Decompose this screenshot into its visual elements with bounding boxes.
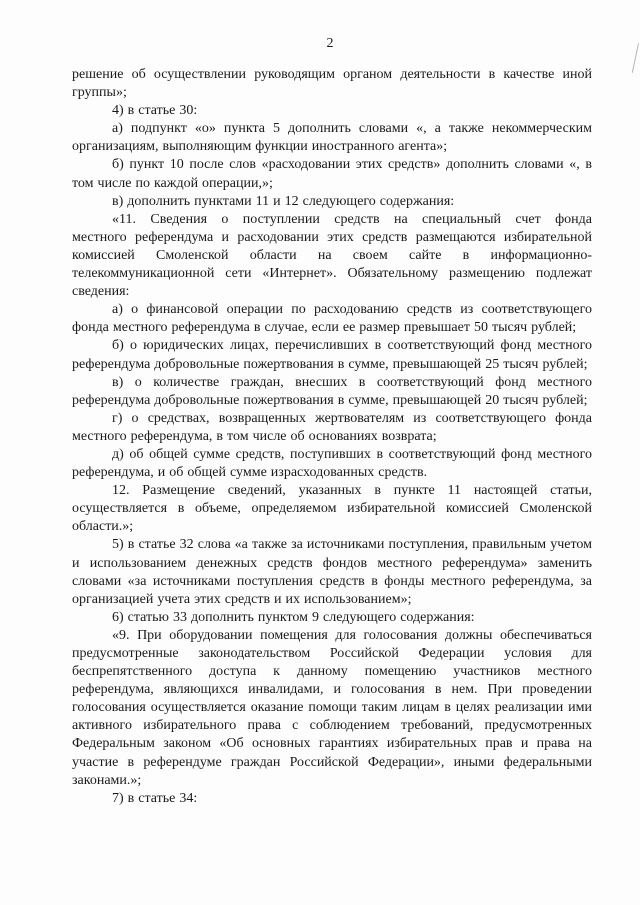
paragraph-item-4: 4) в статье 30:	[112, 103, 198, 119]
paragraph-item-6: 6) статью 33 дополнить пунктом 9 следующего содержания:	[112, 609, 475, 625]
paragraph-item-7: 7) в статье 34:	[112, 790, 198, 806]
paragraph-point-11-a: а) о финансовой операции по расходованию средств из соответствующего фонда местного референдума в случае, если ее размер превышает 50 тысяч рублей;	[72, 302, 592, 336]
paragraph-point-11-d: д) об общей сумме средств, поступивших в соответствующий фонд местного референдума, и об общей сумме израсходованных средств.	[72, 446, 592, 481]
paragraph-point-11-g: г) о средствах, возвращенных жертвователям из соответствующего фонда местного референдума, в том числе об основаниях возврата;	[72, 410, 592, 444]
paragraph-subitem-a: а) подпункт «о» пункта 5 дополнить словами «, а также некоммерческим организациям, выполняющим функции иностранного агента»;	[72, 121, 592, 155]
paragraph-subitem-b: б) пункт 10 после слов «расходовании этих средств» дополнить словами «, в том числе по каждой операции,»;	[72, 157, 592, 191]
paragraph-item-5: 5) в статье 32 слова «а также за источниками поступления, правильным учетом и использованием денежных средств фондов местного референдума» заменить словами «за источниками поступления средств в фонды местного референдума, за организацией учета этих средств и их использованием»;	[72, 537, 592, 607]
paragraph-continuation: решение об осуществлении руководящим органом деятельности в качестве иной группы»;	[72, 67, 592, 101]
paragraph-point-11-v: в) о количестве граждан, внесших в соответствующий фонд местного референдума добровольные пожертвования в сумме, превышающей 20 тысяч рублей;	[72, 374, 592, 408]
paragraph-point-11-b: б) о юридических лицах, перечисливших в соответствующий фонд местного референдума добровольные пожертвования в сумме, превышающей 25 тысяч рублей;	[72, 338, 592, 372]
paragraph-point-9: «9. При оборудовании помещения для голосования должны обеспечиваться предусмотренные законодательством Российской Федерации условия для беспрепятственного доступа к данному помещению участников местного референдума, являющихся инвалидами, и голосования в нем. При проведении голосования осуществляется оказание помощи таким лицам в целях реализации ими активного избирательного права с соблюдением требований, предусмотренных Федеральным законом «Об основных гарантиях избирательных прав и права на участие в референдуме граждан Российской Федерации», иными федеральными законами.»;	[72, 627, 592, 788]
page-number: 2	[326, 36, 334, 51]
paragraph-point-12: 12. Размещение сведений, указанных в пункте 11 настоящей статьи, осуществляется в объеме, определяемом избирательной комиссией Смоленской области.»;	[72, 483, 592, 535]
paragraph-subitem-v: в) дополнить пунктами 11 и 12 следующего содержания:	[112, 193, 455, 209]
paragraph-point-11: «11. Сведения о поступлении средств на специальный счет фонда местного референдума и расходовании этих средств размещаются избирательной комиссией Смоленской области на своем сайте в информационно-телекоммуникационной сети «Интернет». Обязательному размещению подлежат сведения:	[72, 211, 592, 300]
document-body	[72, 66, 592, 808]
